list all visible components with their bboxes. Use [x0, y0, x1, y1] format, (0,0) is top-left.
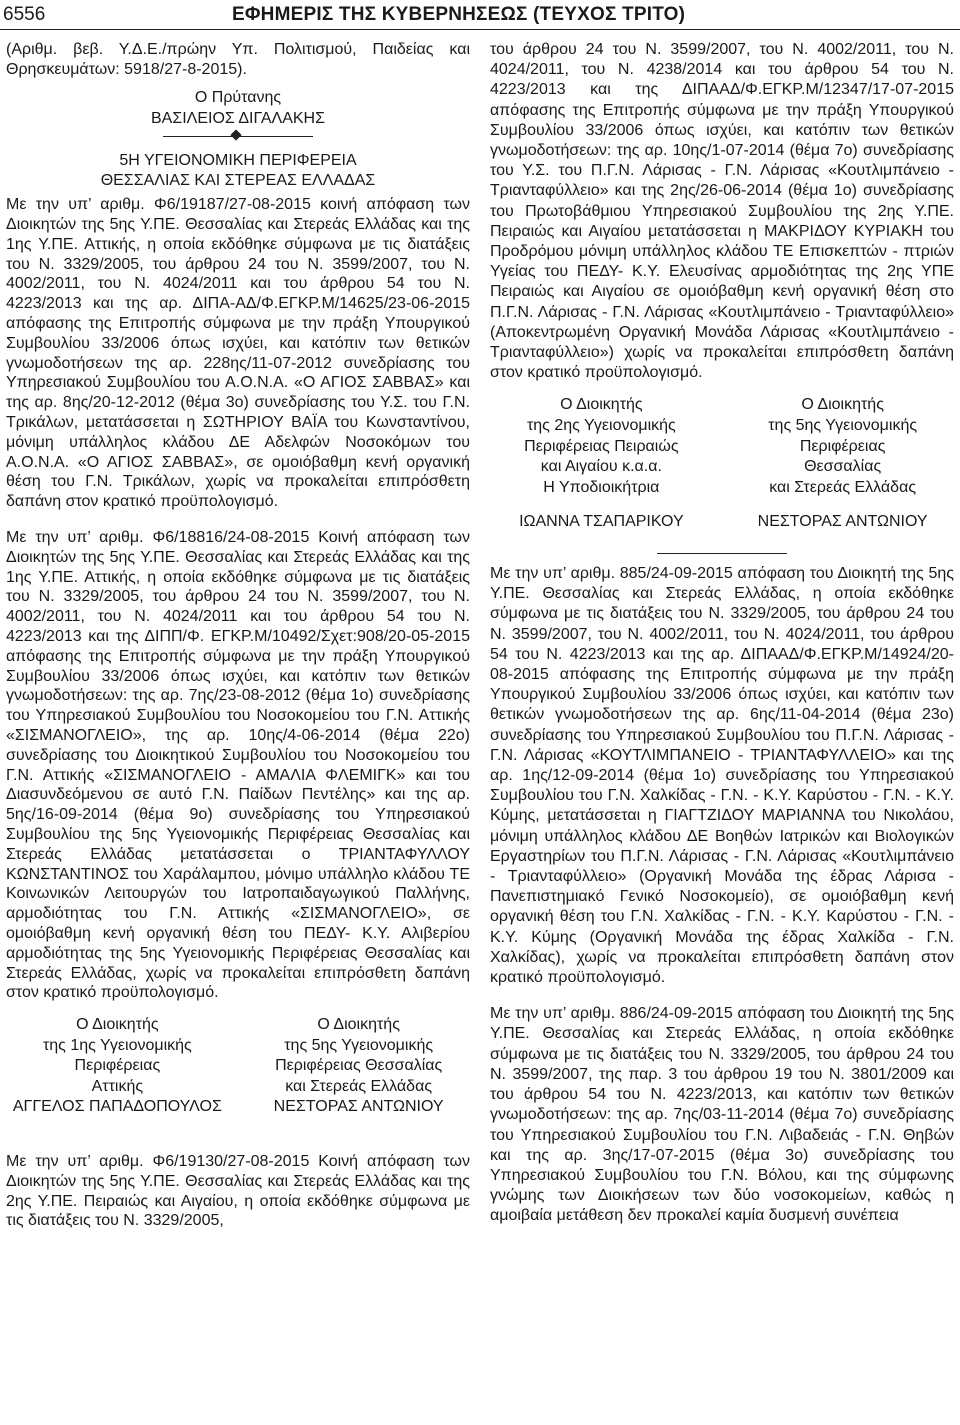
signature-right — [731, 395, 954, 533]
region-heading-1: 5Η ΥΓΕΙΟΝΟΜΙΚΗ ΠΕΡΙΦΕΡΕΙΑ — [119, 151, 357, 169]
intro-note: (Αριθμ. βεβ. Υ.Δ.Ε./πρώην Υπ. Πολιτισμού, Παιδείας και Θρησκευμάτων: 5918/27-8-2015). — [6, 41, 470, 79]
signature-left — [6, 1015, 229, 1118]
signature-block — [490, 395, 954, 533]
decision-paragraph: Με την υπ’ αριθμ. Φ6/18816/24-08-2015 Κοινή απόφαση των Διοικητών της 5ης Υ.ΠΕ. Θεσσαλίας και Στερεάς Ελλάδας και της 1ης Υ.ΠΕ. Αττικής, η οποία εκδόθηκε σύμφωνα με τις διατάξεις του Ν. 3329/2005, του άρθρου 24 του Ν. 3599/2007, του Ν. 4002/2011, του Ν. 4024/2011 και του άρθρου 54 του Ν. 4223/2013 και της ΔΙΠΠ/Φ. ΕΓΚΡ.Μ/10492/Σχετ:908/20-05-2015 απόφασης της Επιτροπής σύμφωνα με την πράξη Υπουργικού Συμβουλίου 33/2006 όπως ισχύει, και κατόπιν των θετικών γνωμοδοτήσεων: της αρ. 7ης/23-08-2012 (θέμα 1ο) συνεδρίασης του Υπηρεσιακού Συμβουλίου του Νοσοκομείου του Γ.Ν. Αττικής «ΣΙΣΜΑΝΟΓΛΕΙΟ», της αρ. 10ης/4-06-2014 (θέμα 22ο) συνεδρίασης του Διοικητικού Συμβουλίου του Νοσοκομείου του Γ.Ν. Αττικής «ΣΙΣΜΑΝΟΓΛΕΙΟ - ΑΜΑΛΙΑ ΦΛΕΜΙΓΚ» και του Διασυνδεόμενου σε αυτό Γ.Ν. Παίδων Πεντέλης» και της αρ. 5ης/16-09-2014 (θέμα 9ο) συνεδρίασης του Υπηρεσιακού Συμβουλίου της 5ης Υγειονομικής Περιφέρειας Θεσσαλίας και Στερεάς Ελλάδας μετατάσσεται ο ΤΡΙΑΝΤΑΦΥΛΛΟΥ ΚΩΝΣΤΑΝΤΙΝΟΣ του Χαράλαμπου, μόνιμο υπάλληλο κλάδου ΤΕ Κοινωνικών Λειτουργών του Ιατροπαιδαγωγικού Παλλήνης, αρμοδιότητας του Γ.Ν. Αττικής «ΣΙΣΜΑΝΟΓΛΕΙΟ», σε ομοιόβαθμη κενή οργανική θέση του ΠΕΔΥ- Κ.Υ. Αλιβερίου αρμοδιότητας της 5ης Υγειονομικής Περιφέρειας Θεσσαλίας και Στερεάς Ελλάδας, χωρίς να προκαλείται επιπρόσθετη δαπάνη στον κρατικό προϋπολογισμό. — [6, 528, 470, 1002]
signatory-name: ΙΩΑΝΝΑ ΤΣΑΠΑΡΙΚΟΥ — [519, 513, 684, 531]
signature-line: Ο Διοικητής — [560, 396, 643, 414]
signature-line: Αττικής — [91, 1077, 144, 1095]
rector-title: Ο Πρύτανης — [194, 89, 282, 107]
left-column — [6, 40, 470, 1231]
signature-line: της 2ης Υγειονομικής — [526, 417, 676, 435]
signature-line: Περιφέρειας — [799, 437, 886, 455]
decision-paragraph: Με την υπ’ αριθμ. Φ6/19130/27-08-2015 Κοινή απόφαση των Διοικητών της 5ης Υ.ΠΕ. Θεσσαλίας και Στερεάς Ελλάδας και της 2ης Υ.ΠΕ. Πειραιώς και Αιγαίου, η οποία εκδόθηκε σύμφωνα με τις διατάξεις του Ν. 3329/2005, — [6, 1153, 470, 1230]
header-rule — [0, 29, 960, 30]
gazette-title: ΕΦΗΜΕΡΙΣ ΤΗΣ ΚΥΒΕΡΝΗΣΕΩΣ (ΤΕΥΧΟΣ ΤΡΙΤΟ) — [232, 4, 686, 25]
signature-line: Περιφέρειας Πειραιώς — [524, 437, 679, 455]
signature-right — [247, 1015, 470, 1118]
signature-line: και Στερεάς Ελλάδας — [769, 478, 917, 496]
signature-line: Ο Διοικητής — [801, 396, 884, 414]
signatory-name: ΝΕΣΤΟΡΑΣ ΑΝΤΩΝΙΟΥ — [273, 1098, 444, 1116]
signature-block — [6, 1015, 470, 1118]
signature-line: Περιφέρειας Θεσσαλίας — [275, 1057, 443, 1075]
decision-paragraph: Με την υπ’ αριθμ. 885/24-09-2015 απόφαση του Διοικητή της 5ης Υ.ΠΕ. Θεσσαλίας και Στερεάς Ελλάδας, η οποία εκδόθηκε σύμφωνα με τις διατάξεις του Ν. 3329/2005, του άρθρου 24 του Ν. 3599/2007, του Ν. 4002/2011, του Ν. 4024/2011, του άρθρου 54 του Ν. 4223/2013 και της αρ. ΔΙΠΑΑΔ/Φ.ΕΓΚΡ.Μ/14924/20-08-2015 απόφασης της Επιτροπής σύμφωνα με την πράξη Υπουργικού Συμβουλίου 33/2006 όπως ισχύει, και κατόπιν των θετικών γνωμοδοτήσεων της αρ. 6ης/11-04-2014 (θέμα 23ο) συνεδρίασης του Υπηρεσιακού Συμβουλίου του Π.Γ.Ν. Λάρισας - Γ.Ν. Λάρισας «ΚΟΥΤΛΙΜΠΑΝΕΙΟ - ΤΡΙΑΝΤΑΦΥΛΛΕΙΟ» και της αρ. 1ης/12-09-2014 (θέμα 1ο) συνεδρίασης του Υπηρεσιακού Συμβουλίου του Γ.Ν. Χαλκίδας - Γ.Ν. - Κ.Υ. Καρύστου - Γ.Ν. - Κ.Υ. Κύμης, μετατάσσεται η ΓΙΑΓΤΖΙΔΟΥ ΜΑΡΙΑΝΝΑ του Νικολάου, μόνιμη υπάλληλος κλάδου ΔΕ Βοηθών Ιατρικών και Βιολογικών Εργαστηρίων του Π.Γ.Ν. Λάρισας - Γ.Ν. Λάρισας «Κουτλιμπάνειο - Τριανταφύλλειο» (Οργανική Μονάδα της έδρας Λάρισα - Πανεπιστημιακό Γενικό Νοσοκομείο), σε ομοιόβαθμη κενή οργανική θέση του Γ.Ν. Χαλκίδας - Γ.Ν. - Κ.Υ. Καρύστου - Γ.Ν. - Κ.Υ. Κύμης (Οργανική Μονάδα της έδρας Χαλκίδα - Γ.Ν. Χαλκίδας), χωρίς να προκαλείται επιπρόσθετη δαπάνη στον κρατικό προϋπολογισμό. — [490, 565, 954, 987]
signature-line: Θεσσαλίας — [804, 458, 882, 476]
decision-paragraph: Με την υπ’ αριθμ. Φ6/19187/27-08-2015 κοινή απόφαση των Διοικητών της 5ης Υ.ΠΕ. Θεσσαλίας και Στερεάς Ελλάδας και της 1ης Υ.ΠΕ. Αττικής, η οποία εκδόθηκε σύμφωνα με τις διατάξεις του Ν. 3329/2005, του άρθρου 24 του Ν. 3599/2007, του Ν. 4002/2011, του Ν. 4024/2011 και του άρθρου 54 του Ν. 4223/2013 και της αρ. ΔΙΠΑ-ΑΔ/Φ.ΕΓΚΡ.Μ/14625/23-06-2015 απόφασης της Επιτροπής σύμφωνα με την πράξη Υπουργικού Συμβουλίου 33/2006 όπως ισχύει, και κατόπιν των θετικών γνωμοδοτήσεων της αρ. 228ης/11-07-2012 συνεδρίασης του Υπηρεσιακού Συμβουλίου του Α.Ο.Ν.Α. «Ο ΑΓΙΟΣ ΣΑΒΒΑΣ» και της αρ. 8ης/20-12-2012 (θέμα 3ο) συνεδρίασης του Υ.Σ. του Γ.Ν. Τρικάλων, μετατάσσεται η ΣΩΤΗΡΙΟΥ ΒΑΪΑ του Κωνσταντίνου, μόνιμη υπάλληλος κλάδου ΔΕ Αδελφών Νοσοκόμων του Α.Ο.Ν.Α. «Ο ΑΓΙΟΣ ΣΑΒΒΑΣ», σε ομοιόβαθμη κενή οργανική θέση του Γ.Ν. Τρικάλων, χωρίς να προκαλείται επιπρόσθετη δαπάνη στον κρατικό προϋπολογισμό. — [6, 196, 470, 511]
region-heading-2: ΘΕΣΣΑΛΙΑΣ ΚΑΙ ΣΤΕΡΕΑΣ ΕΛΛΑΔΑΣ — [100, 172, 376, 190]
section-separator — [657, 553, 787, 554]
signature-line: Περιφέρειας — [74, 1057, 161, 1075]
signature-line: Ο Διοικητής — [317, 1016, 400, 1034]
rector-name: ΒΑΣΙΛΕΙΟΣ ΔΙΓΑΛΑΚΗΣ — [150, 109, 325, 127]
signature-line: και Αιγαίου κ.α.α. — [540, 458, 662, 476]
decision-paragraph: του άρθρου 24 του Ν. 3599/2007, του Ν. 4002/2011, του Ν. 4024/2011, του Ν. 4238/2014 και του άρθρου 54 του Ν. 4223/2013 και της ΔΙΠΑΑΔ/Φ.ΕΓΚΡ.Μ/12347/17-07-2015 απόφασης της Επιτροπής σύμφωνα με την πράξη Υπουργικού Συμβουλίου 33/2006 όπως ισχύει, και κατόπιν των θετικών γνωμοδοτήσεων: της αρ. 10ης/1-07-2014 (θέμα 7ο) συνεδρίασης του Υ.Σ. του Π.Γ.Ν. Λάρισας - Γ.Ν. Λάρισας «Κουτλιμπάνειο - Τριανταφύλλειο» και της 2ης/26-06-2014 (θέμα 1ο) συνεδρίασης του Πρωτοβάθμιου Υπηρεσιακού Συμβουλίου της 2ης Υ.ΠΕ. Πειραιώς και Αιγαίου μετατάσσεται η ΜΑΚΡΙΔΟΥ ΚΥΡΙΑΚΗ του Προδρόμου μόνιμη υπάλληλος κλάδου ΤΕ Επισκεπτών - πτριών Υγείας του ΠΕΔΥ- Κ.Υ. Ελευσίνας αρμοδιότητας της 2ης ΥΠΕ Πειραιώς και Αιγαίου σε ομοιόβαθμη κενή οργανική θέση στο Π.Γ.Ν. Λάρισας - Γ.Ν. Λάρισας «Κουτλιμπάνειο - Τριανταφύλλειο» (Αποκεντρωμένη Οργανική Μονάδα Λάρισας «Κουτλιμπάνειο - Τριανταφύλλειο») χωρίς να προκαλείται επιπρόσθετη δαπάνη στον κρατικό προϋπολογισμό. — [490, 41, 954, 382]
signature-line: και Στερεάς Ελλάδας — [285, 1077, 433, 1095]
signature-line: Η Υποδιοικήτρια — [543, 478, 660, 496]
signature-line: της 5ης Υγειονομικής — [284, 1036, 434, 1054]
signature-line: της 5ης Υγειονομικής — [768, 417, 918, 435]
right-column — [490, 40, 954, 1227]
page-number: 6556 — [3, 4, 46, 25]
decision-paragraph: Με την υπ’ αριθμ. 886/24-09-2015 απόφαση του Διοικητή της 5ης Υ.ΠΕ. Θεσσαλίας και Στερεάς Ελλάδας, η οποία εκδόθηκε σύμφωνα με τις διατάξεις του Ν. 3329/2005, του άρθρου 24 του Ν. 3599/2007, της παρ. 3 του άρθρου 19 του Ν. 3801/2009 και του άρθρου 54 του Ν. 4223/2013, και κατόπιν των θετικών γνωμοδοτήσεων: της αρ. 7ης/03-11-2014 (θέμα 7ο) συνεδρίασης του Υπηρεσιακού Συμβουλίου του Γ.Ν. Λιβαδειάς - Γ.Ν. Θηβών και της αρ. 3ης/17-07-2015 (θέμα 3ο) συνεδρίασης του Υπηρεσιακού Συμβουλίου του Γ.Ν. Βόλου, και της σύμφωνης γνώμης των Διοικήσεων των δύο νοσοκομείων, καθώς η αμοιβαία μετάθεση δεν προκαλεί καμία δυσμενή συνέπεια — [490, 1005, 954, 1225]
diamond-divider — [163, 131, 313, 143]
signatory-name: ΑΓΓΕΛΟΣ ΠΑΠΑΔΟΠΟΥΛΟΣ — [12, 1098, 222, 1116]
signature-line: της 1ης Υγειονομικής — [42, 1036, 192, 1054]
signature-left — [490, 395, 713, 533]
signatory-name: ΝΕΣΤΟΡΑΣ ΑΝΤΩΝΙΟΥ — [757, 513, 928, 531]
signature-line: Ο Διοικητής — [76, 1016, 159, 1034]
